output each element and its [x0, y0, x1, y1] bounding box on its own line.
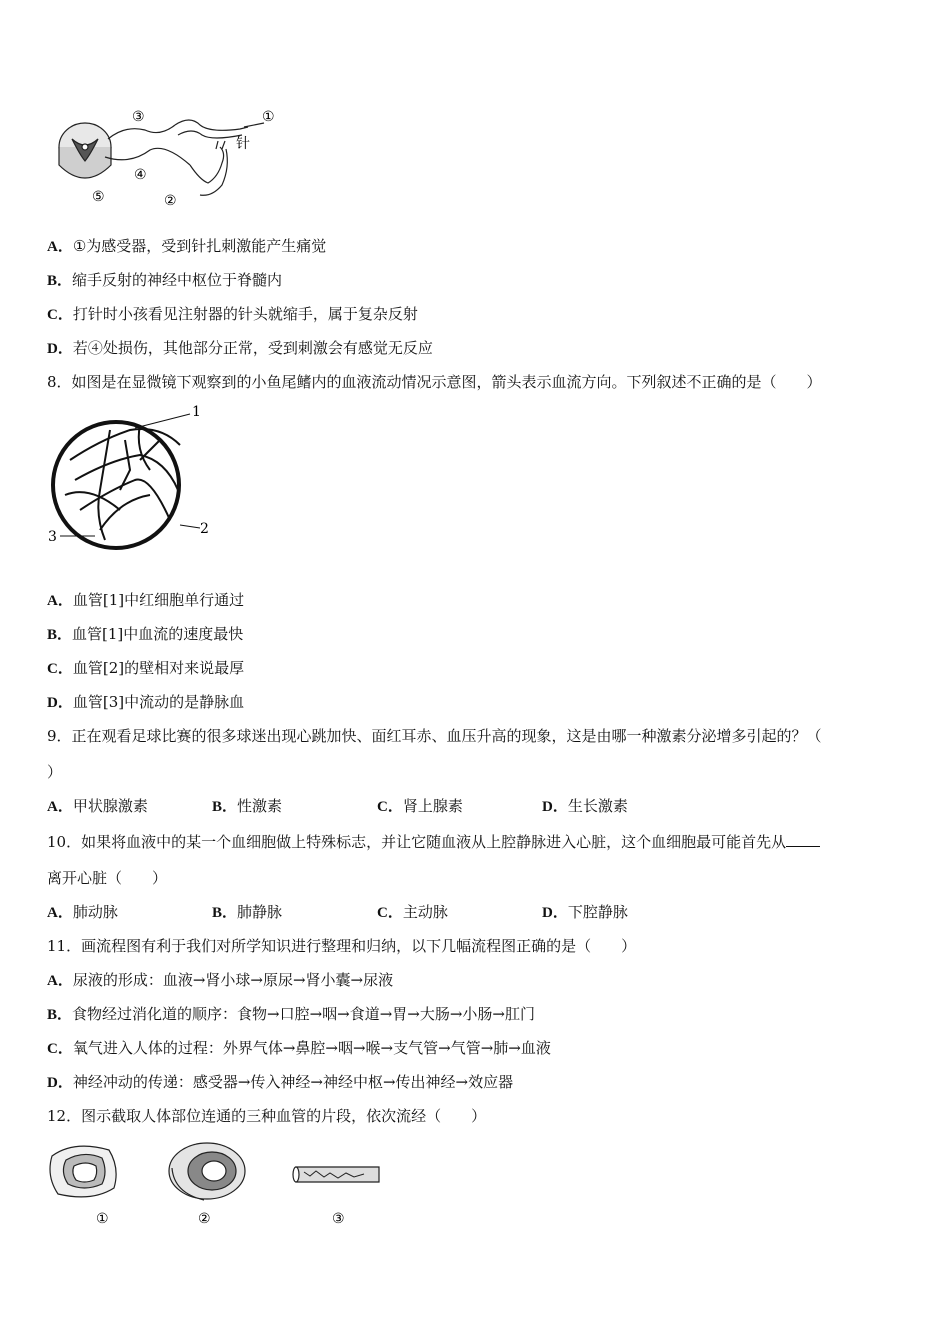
fish-label-3: 3: [48, 529, 57, 545]
q8-option-a: A．血管[1]中红细胞单行通过: [47, 591, 245, 609]
fish-label-1: 1: [192, 404, 201, 420]
q8-stem: 8．如图是在显微镜下观察到的小鱼尾鳍内的血液流动情况示意图，箭头表示血流方向。下列叙述不正确的是（ ）: [47, 373, 822, 391]
vessel-label-1: ①: [96, 1211, 109, 1227]
reflex-arc-figure: [50, 105, 290, 210]
fish-tail-blood-figure: [40, 400, 220, 560]
label-1: ①: [262, 109, 275, 125]
q7-option-d: D．若④处损伤，其他部分正常，受到刺激会有感觉无反应: [47, 339, 433, 357]
q12-stem: 12．图示截取人体部位连通的三种血管的片段，依次流经（ ）: [47, 1107, 487, 1125]
q8-option-d: D．血管[3]中流动的是静脉血: [47, 693, 245, 711]
blood-vessels-figure: [44, 1138, 394, 1230]
q11-option-a: A．尿液的形成：血液→肾小球→原尿→肾小囊→尿液: [47, 971, 394, 989]
q9-option-b: B．性激素: [212, 797, 283, 815]
q9-stem-line2: ）: [47, 763, 63, 781]
q9-option-c: C．肾上腺素: [377, 797, 463, 815]
q10-stem-line1: 10．如果将血液中的某一个血细胞做上特殊标志，并让它随血液从上腔静脉进入心脏，这个血细胞最可能首先从: [47, 832, 820, 852]
q9-option-a: A．甲状腺激素: [47, 797, 148, 815]
q8-option-c: C．血管[2]的壁相对来说最厚: [47, 659, 245, 677]
q9-option-d: D．生长激素: [542, 797, 628, 815]
q10-stem-line2: 离开心脏（ ）: [47, 869, 168, 887]
vessel-label-3: ③: [332, 1211, 345, 1227]
q10-option-a: A．肺动脉: [47, 903, 118, 921]
q11-stem: 11．画流程图有利于我们对所学知识进行整理和归纳，以下几幅流程图正确的是（ ）: [47, 937, 637, 955]
label-5: ⑤: [92, 189, 105, 205]
q7-option-b: B．缩手反射的神经中枢位于脊髓内: [47, 271, 283, 289]
q7-option-c: C．打针时小孩看见注射器的针头就缩手，属于复杂反射: [47, 305, 418, 323]
label-2: ②: [164, 193, 177, 209]
q8-option-b: B．血管[1]中血流的速度最快: [47, 625, 244, 643]
fish-label-2: 2: [200, 521, 209, 537]
label-3: ③: [132, 109, 145, 125]
label-4: ④: [134, 167, 147, 183]
q7-option-a: A．①为感受器，受到针扎刺激能产生痛觉: [47, 237, 327, 255]
answer-blank: [786, 832, 820, 847]
label-needle: 针: [236, 136, 250, 152]
q11-option-b: B．食物经过消化道的顺序：食物→口腔→咽→食道→胃→大肠→小肠→肛门: [47, 1005, 535, 1023]
q11-option-d: D．神经冲动的传递：感受器→传入神经→神经中枢→传出神经→效应器: [47, 1073, 514, 1091]
q10-option-b: B．肺静脉: [212, 903, 283, 921]
q10-option-d: D．下腔静脉: [542, 903, 628, 921]
q10-option-c: C．主动脉: [377, 903, 448, 921]
q9-stem-line1: 9．正在观看足球比赛的很多球迷出现心跳加快、面红耳赤、血压升高的现象，这是由哪一种激素分泌增多引起的？（: [47, 727, 822, 745]
vessel-label-2: ②: [198, 1211, 211, 1227]
q11-option-c: C．氧气进入人体的过程：外界气体→鼻腔→咽→喉→支气管→气管→肺→血液: [47, 1039, 551, 1057]
